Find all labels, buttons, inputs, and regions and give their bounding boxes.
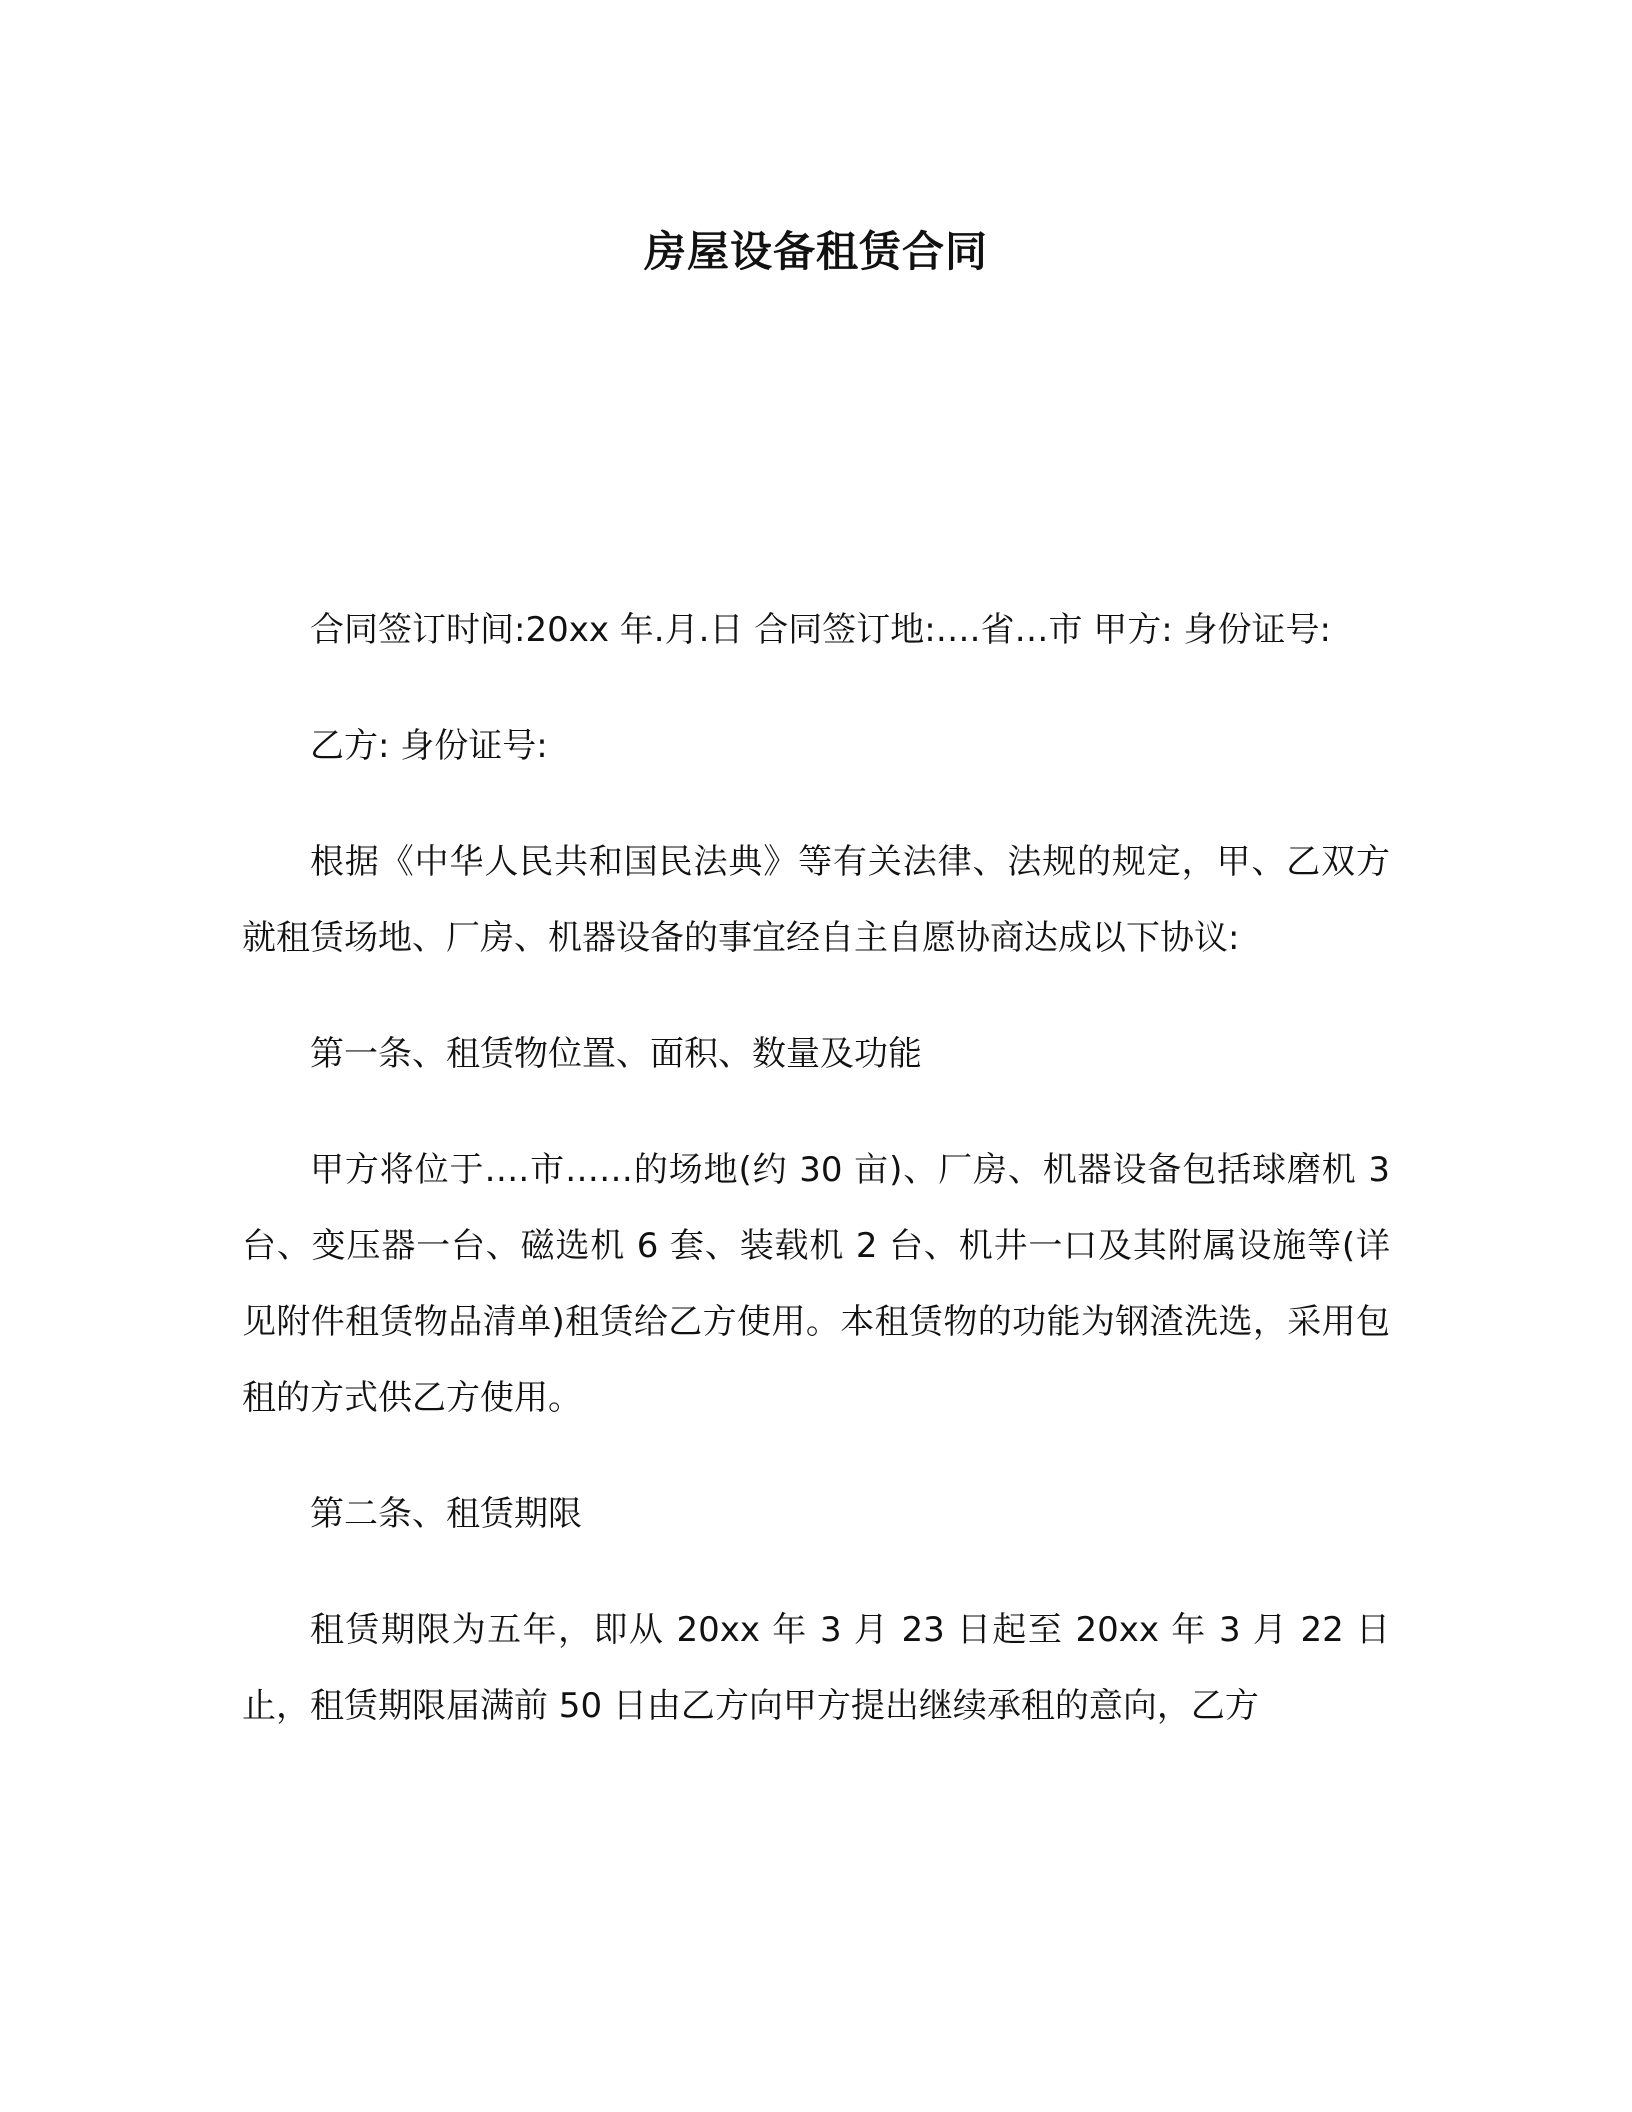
paragraph-article-2: 租赁期限为五年，即从 20xx 年 3 月 23 日起至 20xx 年 3 月 22 日止，租赁期限届满前 50 日由乙方向甲方提出继续承租的意向，乙方 xyxy=(242,1610,1390,1726)
paragraph-preamble: 根据《中华人民共和国民法典》等有关法律、法规的规定，甲、乙双方就租赁场地、厂房、机器设备的事宜经自主自愿协商达成以下协议: xyxy=(242,842,1390,958)
heading-article-2: 第二条、租赁期限 xyxy=(310,1494,582,1534)
paragraph-article-1: 甲方将位于….市……的场地(约 30 亩)、厂房、机器设备包括球磨机 3 台、变压器一台、磁选机 6 套、装载机 2 台、机井一口及其附属设施等(详见附件租赁物品清单)租赁给乙方使用。本租赁物的功能为钢渣洗选，采用包租的方式供乙方使用。 xyxy=(242,1150,1390,1418)
document-title: 房屋设备租赁合同 xyxy=(643,227,988,276)
paragraph-party-b: 乙方: 身份证号: xyxy=(310,726,548,766)
document-body xyxy=(242,592,1390,1784)
paragraph-signing-info: 合同签订时间:20xx 年.月.日 合同签订地:….省…市 甲方: 身份证号: xyxy=(310,610,1331,650)
heading-article-1: 第一条、租赁物位置、面积、数量及功能 xyxy=(310,1034,922,1074)
